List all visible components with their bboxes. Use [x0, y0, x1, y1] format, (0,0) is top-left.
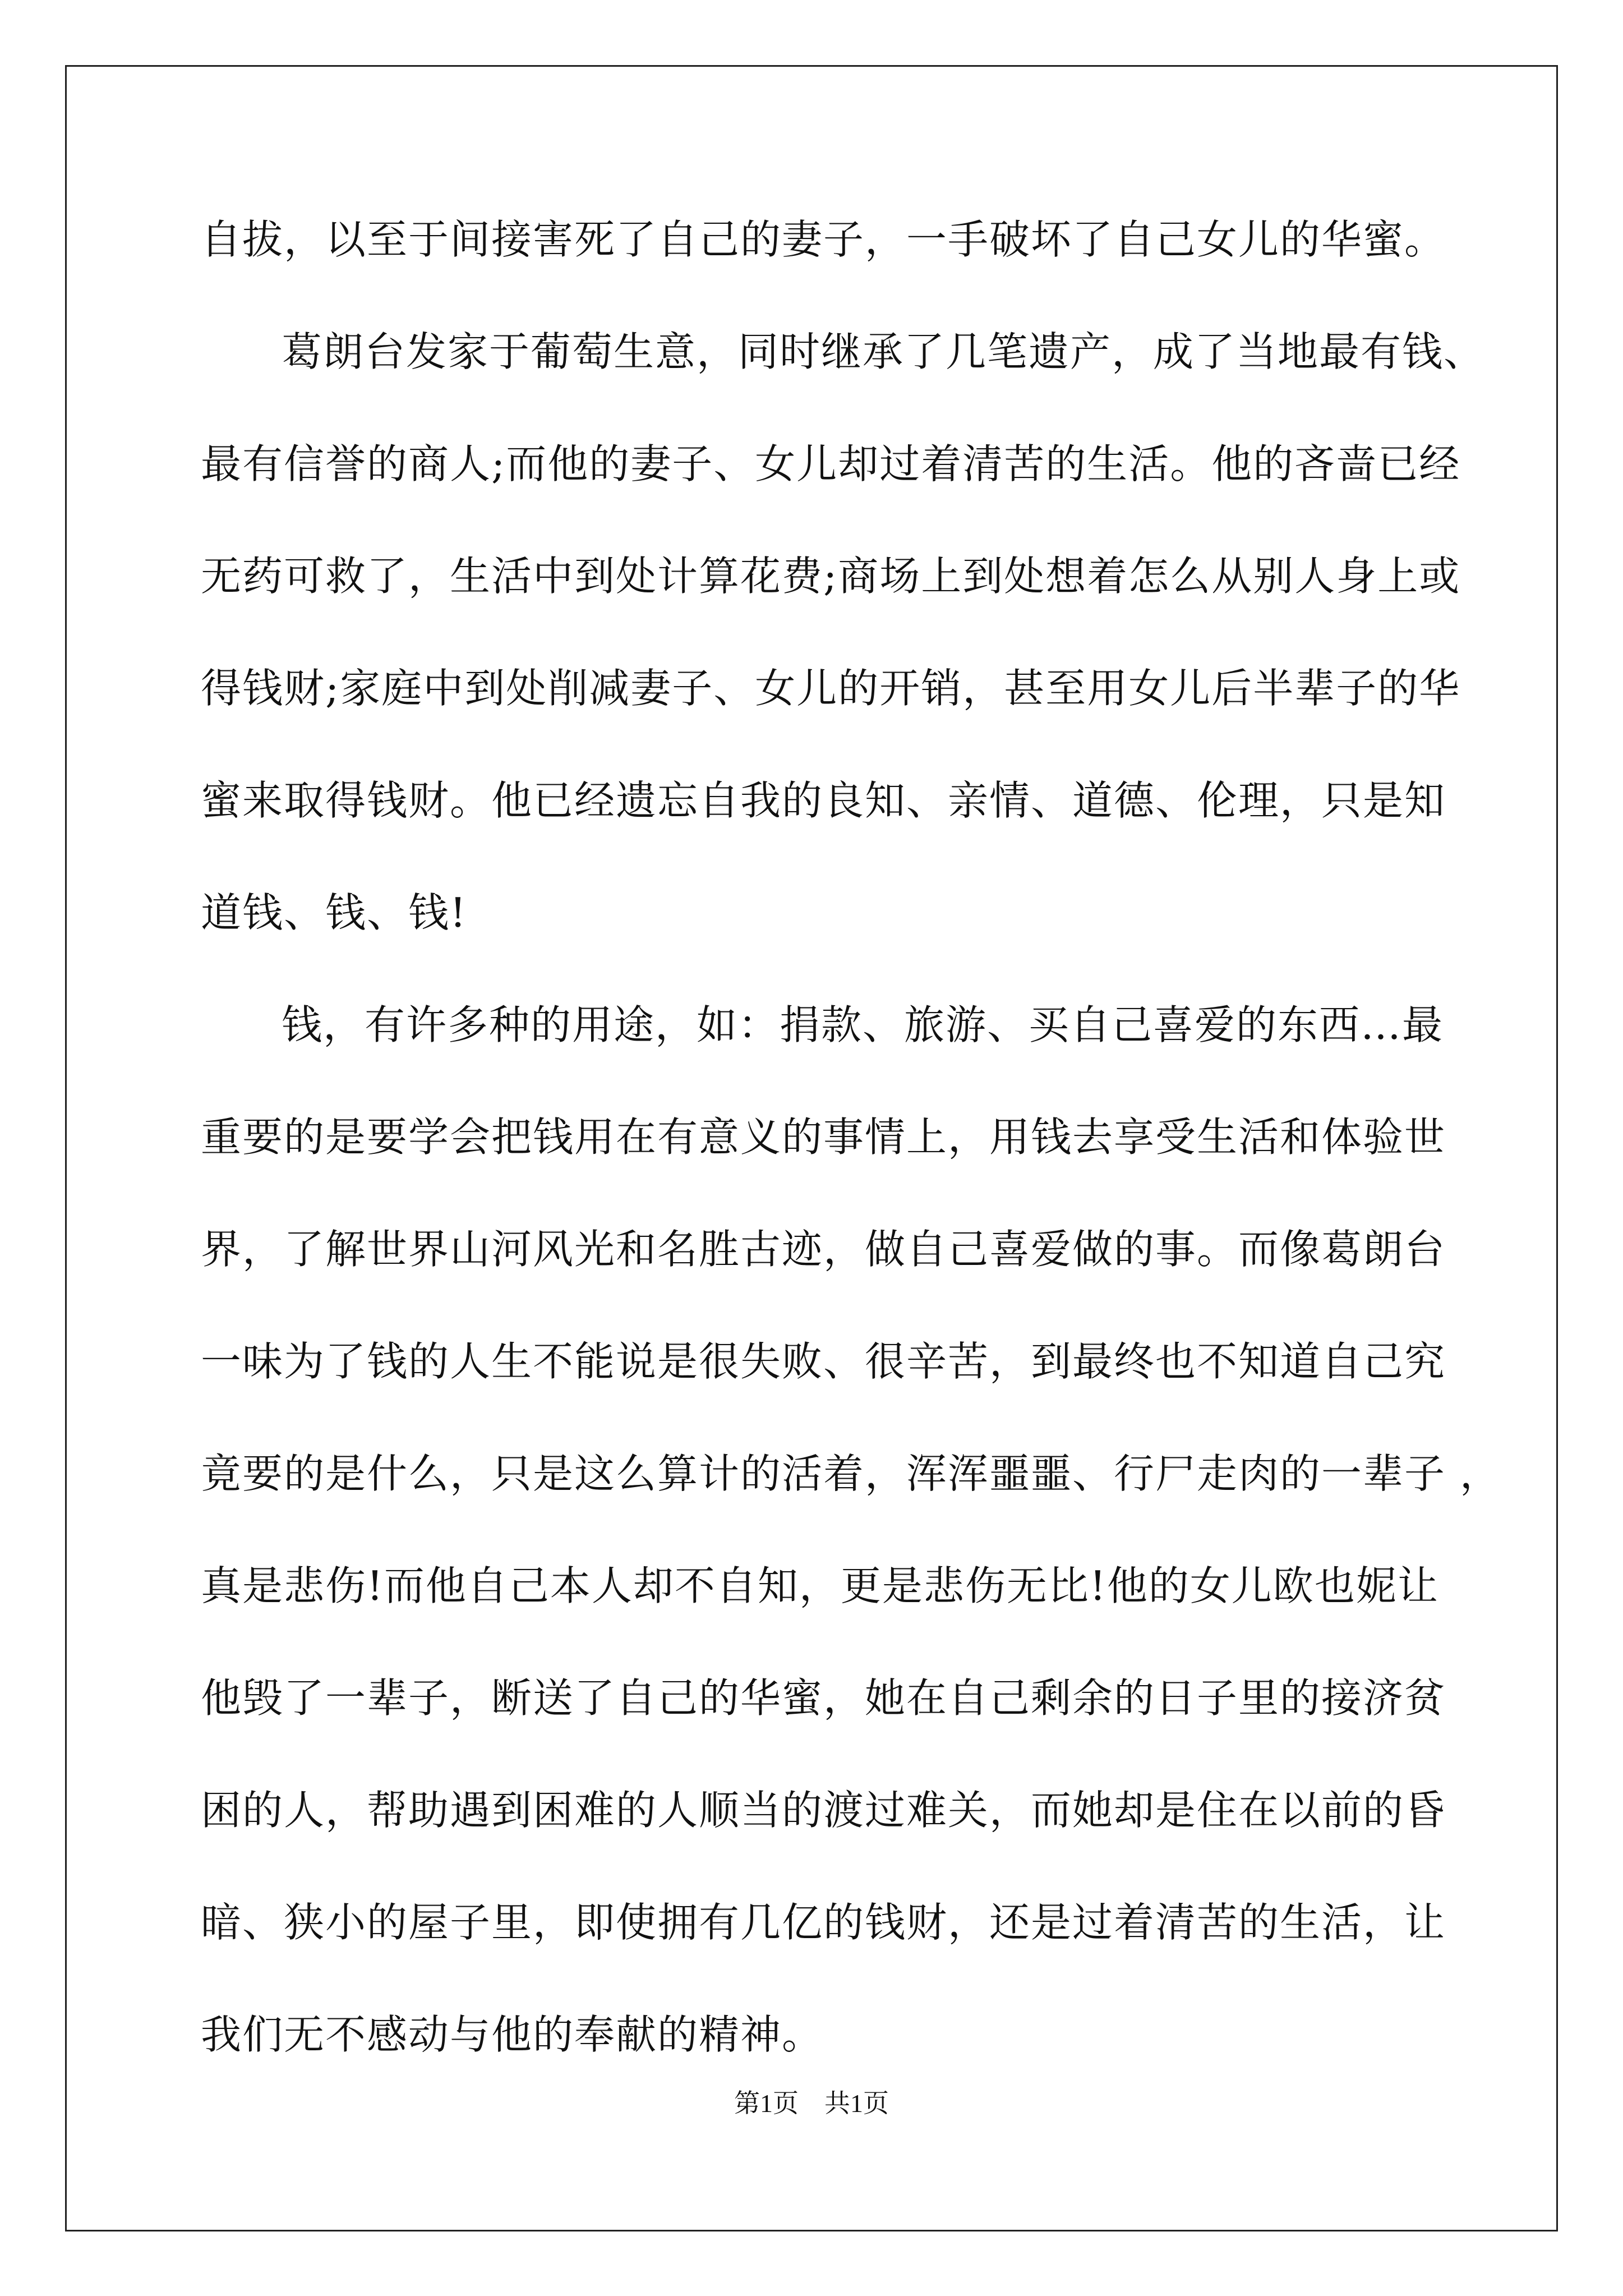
text-line: 得钱财;家庭中到处削减妻子、女儿的开销，甚至用女儿后半辈子的华	[201, 665, 1461, 712]
text-line: 一味为了钱的人生不能说是很失败、很辛苦，到最终也不知道自己究	[201, 1338, 1446, 1385]
paragraph-first-line: 葛朗台发家于葡萄生意，同时继承了几笔遗产，成了当地最有钱、	[282, 328, 1486, 375]
text-line: 竟要的是什么，只是这么算计的活着，浑浑噩噩、行尸走肉的一辈子 ，	[201, 1450, 1501, 1497]
text-line: 他毁了一辈子，断送了自己的华蜜，她在自己剩余的日子里的接济贫	[201, 1674, 1446, 1722]
text-line: 无药可救了，生活中到处计算花费;商场上到处想着怎么从别人身上或	[201, 553, 1461, 600]
text-line: 自拔，以至于间接害死了自己的妻子，一手破坏了自己女儿的华蜜。	[201, 216, 1446, 263]
text-line: 最有信誉的商人;而他的妻子、女儿却过着清苦的生活。他的吝啬已经	[201, 440, 1461, 487]
text-line: 界，了解世界山河风光和名胜古迹，做自己喜爱做的事。而像葛朗台	[201, 1226, 1446, 1273]
paragraph-first-line: 钱，有许多种的用途，如：捐款、旅游、买自己喜爱的东西…最	[282, 1001, 1444, 1048]
page-footer: 第1页 共1页	[734, 2089, 889, 2118]
text-line: 重要的是要学会把钱用在有意义的事情上，用钱去享受生活和体验世	[201, 1114, 1446, 1161]
text-line: 真是悲伤!而他自己本人却不自知，更是悲伤无比!他的女儿欧也妮让	[201, 1562, 1439, 1609]
text-line: 暗、狭小的屋子里，即使拥有几亿的钱财，还是过着清苦的生活，让	[201, 1899, 1446, 1946]
text-line: 困的人，帮助遇到困难的人顺当的渡过难关，而她却是住在以前的昏	[201, 1787, 1446, 1834]
text-line: 蜜来取得钱财。他已经遗忘自我的良知、亲情、道德、伦理，只是知	[201, 777, 1446, 824]
text-line: 我们无不感动与他的奉献的精神。	[201, 2011, 824, 2058]
text-line: 道钱、钱、钱!	[201, 889, 467, 936]
